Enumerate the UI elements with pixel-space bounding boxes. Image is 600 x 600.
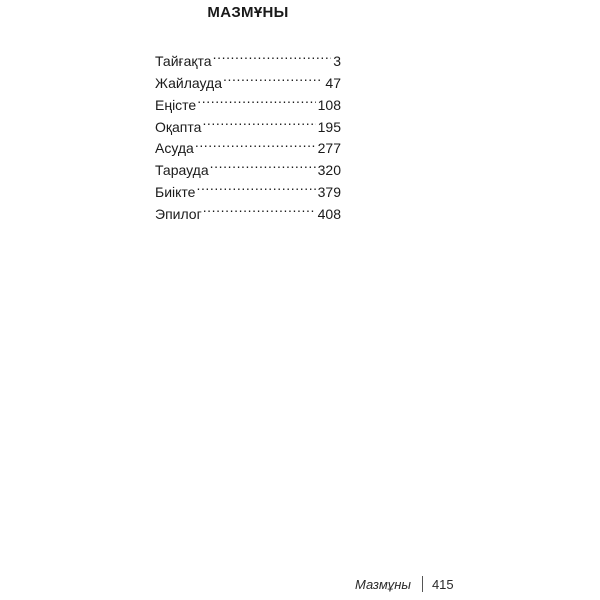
toc-entry-title: Оқапта	[155, 118, 202, 135]
toc-entry-title: Еңісте	[155, 96, 197, 113]
toc-dot-leader	[202, 197, 316, 219]
toc-entry-page: 379	[317, 184, 341, 201]
toc-entry-page: 47	[325, 74, 341, 91]
toc-dot-leader	[196, 88, 315, 110]
toc-dot-leader	[201, 110, 315, 132]
toc-dot-leader	[212, 44, 332, 66]
toc-dot-leader	[222, 66, 323, 88]
toc-entry-title: Биікте	[155, 184, 196, 201]
toc-dot-leader	[195, 175, 315, 197]
toc-entry-page: 195	[317, 118, 341, 135]
toc-dot-leader	[194, 132, 316, 154]
page-number: 415	[431, 576, 454, 592]
table-of-contents	[155, 44, 341, 223]
toc-entry-page: 408	[317, 206, 341, 223]
footer-divider	[422, 576, 423, 592]
page-title: МАЗМҰНЫ	[207, 4, 289, 21]
toc-entry-page: 3	[333, 52, 341, 69]
toc-entry-title: Тайғақта	[155, 52, 212, 69]
toc-entry-page: 277	[317, 140, 341, 157]
toc-entry-title: Жайлауда	[155, 74, 222, 91]
toc-entry[interactable]	[155, 44, 341, 69]
toc-entry-page: 108	[317, 96, 341, 113]
toc-entry-title: Тарауда	[155, 162, 209, 179]
toc-entry-page: 320	[317, 162, 341, 179]
page-footer	[355, 572, 454, 596]
toc-entry-title: Асуда	[155, 140, 194, 157]
running-footer-section: Мазмұны	[355, 576, 411, 592]
toc-entry-title: Эпилог	[155, 206, 202, 223]
toc-dot-leader	[209, 153, 316, 175]
